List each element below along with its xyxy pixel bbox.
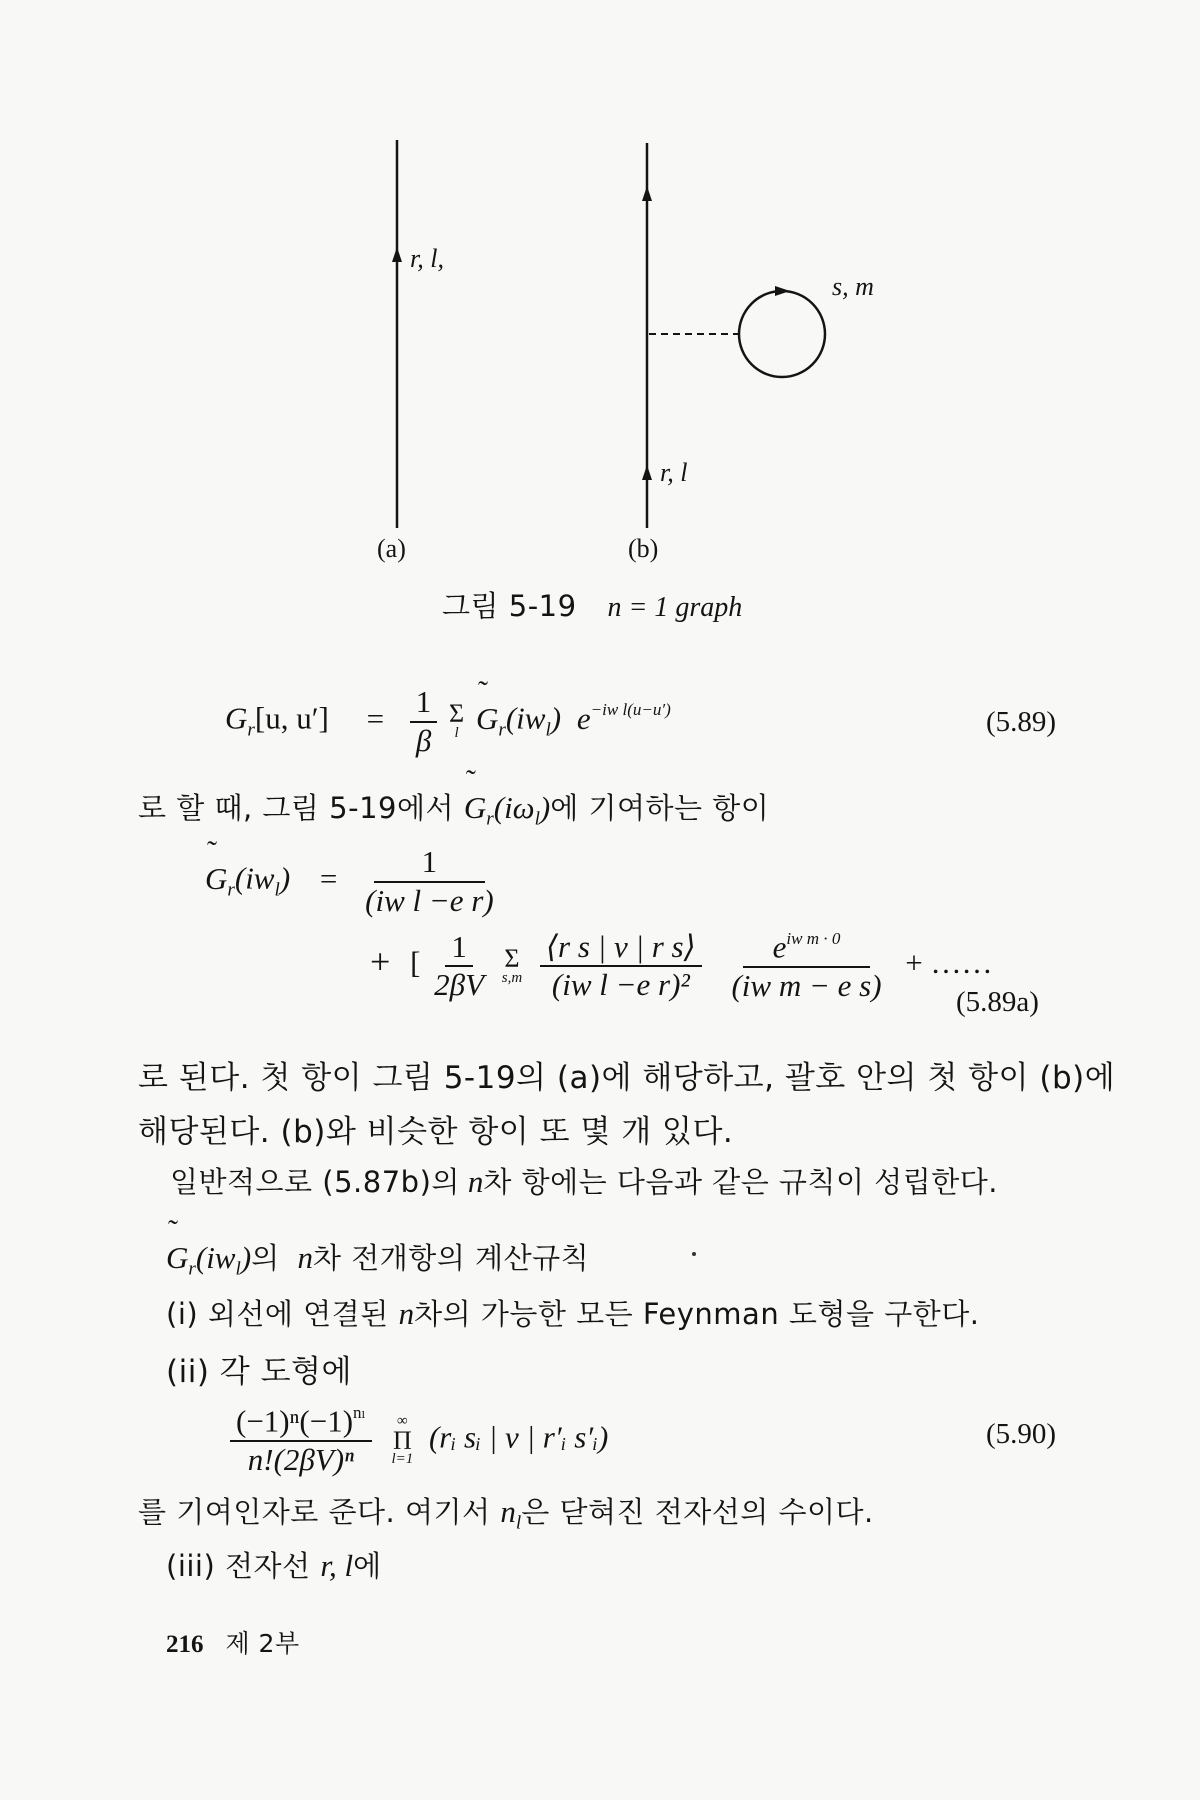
eq589-term-args-sub: l xyxy=(545,719,551,741)
eq589a-frac3-num: ⟨r s | v | r s⟩ xyxy=(540,931,702,968)
arrow-up-icon xyxy=(392,247,402,262)
rule1-post: 차의 가능한 모든 Feynman 도형을 구한다. xyxy=(414,1297,980,1331)
eq589a-equals: = xyxy=(319,860,338,896)
para2-l1-post: 은 닫혀진 전자선의 수이다. xyxy=(521,1495,874,1529)
eq589a-frac4-num xyxy=(743,930,871,968)
text1-g-arg: (iω xyxy=(493,790,535,825)
equation-5-89a-row2 xyxy=(370,930,993,1003)
eq590-num-text: (−1)ⁿ(−1) xyxy=(236,1403,354,1439)
eq589-term-sub: r xyxy=(498,719,506,741)
eq589-equals: = xyxy=(366,700,385,736)
eq590-fraction xyxy=(230,1404,372,1477)
eq590-num-sup: nₗ xyxy=(353,1403,366,1422)
para2-line2 xyxy=(166,1544,382,1585)
rules-title-arg: (iw xyxy=(195,1240,236,1275)
para2-l2-pre: (iii) 전자선 xyxy=(166,1549,311,1583)
eq589a-frac2 xyxy=(428,928,490,1003)
caption-math: n = 1 graph xyxy=(607,592,743,623)
eq590-product xyxy=(391,1414,413,1467)
feynman-diagram-figure xyxy=(0,0,1200,560)
rules-title-pre: 의 xyxy=(251,1241,280,1275)
rules-title-arg-sub: l xyxy=(235,1258,241,1280)
eq589a-bracket: [ xyxy=(410,945,421,981)
rule-1 xyxy=(166,1292,979,1333)
part-label: 제 2부 xyxy=(225,1629,300,1658)
eq589-lhs-sub: r xyxy=(247,719,255,741)
eq589a-frac3-den: (iw l −e r)² xyxy=(551,967,690,1003)
eq589a-lhs-close: ) xyxy=(279,860,291,896)
para1-line3-n: n xyxy=(467,1164,484,1199)
rules-title-n: n xyxy=(297,1240,314,1275)
sum-index: s,m xyxy=(501,969,523,986)
para1-line2: 해당된다. (b)와 비슷한 항이 또 몇 개 있다. xyxy=(138,1114,734,1150)
eq589-sum xyxy=(449,699,465,741)
eq-number-5-89a: (5.89a) xyxy=(956,986,1039,1018)
equation-5-89a-row1 xyxy=(205,846,500,917)
eq589a-tail: + …… xyxy=(905,945,993,981)
eq589a-frac4 xyxy=(725,930,887,1003)
rule1-n: n xyxy=(398,1296,415,1331)
eq589-lhs-args: [u, u′] xyxy=(254,700,329,736)
panel-b-label: (b) xyxy=(628,534,659,563)
sum-symbol: Σ xyxy=(504,944,520,974)
rules-title xyxy=(166,1236,589,1281)
stray-dot xyxy=(692,1252,696,1256)
panel-a-label: (a) xyxy=(377,534,406,563)
eq589-exp: e xyxy=(576,700,591,736)
eq589a-frac2-num: 1 xyxy=(445,931,473,968)
rules-title-close: ) xyxy=(240,1240,252,1275)
eq-number-5-89: (5.89) xyxy=(986,706,1057,738)
arrow-right-icon xyxy=(775,286,790,296)
sum-symbol: Σ xyxy=(449,699,465,729)
figure-caption xyxy=(442,584,742,625)
page-footer xyxy=(166,1624,300,1660)
eq589a-sum xyxy=(501,944,523,986)
eq589-frac-den: β xyxy=(415,722,432,758)
rule1-pre: (i) 외선에 연결된 xyxy=(166,1297,389,1331)
para1-line1: 로 된다. 첫 항이 그림 5-19의 (a)에 해당하고, 괄호 안의 첫 항이 (b)에 xyxy=(138,1060,1116,1096)
eq589a-plus: + xyxy=(370,941,391,982)
para2-l1-n: n xyxy=(500,1494,516,1529)
equation-5-90 xyxy=(230,1404,608,1477)
loop-label: s, m xyxy=(832,272,874,301)
para2-line1 xyxy=(138,1490,874,1535)
caption-prefix: 그림 5-19 xyxy=(442,589,577,623)
product-symbol: Π xyxy=(392,1425,412,1455)
line-b-label: r, l xyxy=(660,458,688,487)
arrow-up-icon xyxy=(642,465,652,480)
rules-title-g: ˜ G xyxy=(166,1240,188,1276)
line-a-label: r, l, xyxy=(410,244,444,273)
equation-5-89 xyxy=(225,686,671,757)
eq589a-frac4-sup: iw m · 0 xyxy=(786,929,841,948)
eq590-num xyxy=(230,1404,372,1442)
text1-g-sub: r xyxy=(486,808,494,830)
eq590-body: (rᵢ sᵢ | v | r′ᵢ s′ᵢ) xyxy=(428,1419,609,1455)
text1-before: 로 할 때, 그림 5-19에서 xyxy=(138,791,455,825)
eq589a-frac3 xyxy=(540,928,702,1003)
text1-g: ˜ G xyxy=(464,790,486,826)
eq589a-frac2-den: 2βV xyxy=(434,967,485,1003)
rule-2: (ii) 각 도형에 xyxy=(166,1354,352,1390)
eq589-fraction xyxy=(410,686,438,757)
eq589a-lhs-arg: (iw xyxy=(234,860,275,896)
rules-title-post: 차 전개항의 계산규칙 xyxy=(313,1241,590,1275)
eq589a-lhs-sub: r xyxy=(227,879,235,901)
para1-line3-post: 차 항에는 다음과 같은 규칙이 성립한다. xyxy=(483,1165,998,1199)
eq589a-frac4-e: e xyxy=(772,929,787,965)
para2-l2-post: 에 xyxy=(353,1549,382,1583)
eq589a-lhs-arg-sub: l xyxy=(274,879,280,901)
closed-electron-loop xyxy=(739,291,825,377)
eq589-exp-sup: −iw l(u−u′) xyxy=(590,700,671,720)
eq589a-frac1-den: (iw l −e r) xyxy=(365,882,494,918)
para1-line3 xyxy=(170,1160,998,1201)
product-top: ∞ xyxy=(396,1412,408,1429)
page-number: 216 xyxy=(166,1631,204,1658)
para2-l1-pre: 를 기여인자로 준다. 여기서 xyxy=(138,1495,491,1529)
eq589a-frac4-den: (iw m − e s) xyxy=(731,968,882,1004)
text1-after: 에 기여하는 항이 xyxy=(550,791,770,825)
eq589a-lhs: ˜ G xyxy=(205,861,227,897)
product-bottom: l=1 xyxy=(391,1451,414,1468)
arrow-up-icon xyxy=(642,186,652,201)
eq589-lhs: G xyxy=(225,700,248,736)
text1-g-close: ) xyxy=(539,790,551,825)
eq590-den: n!(2βV)ⁿ xyxy=(247,1442,354,1478)
eq589a-frac1-num: 1 xyxy=(374,846,486,883)
text-line-1 xyxy=(138,786,769,831)
eq589a-frac1 xyxy=(359,846,500,917)
sum-index: l xyxy=(454,724,459,741)
para1-line3-pre: 일반적으로 (5.87b)의 xyxy=(170,1165,460,1199)
rules-title-sub: r xyxy=(188,1258,196,1280)
eq-number-5-90: (5.90) xyxy=(986,1418,1057,1450)
text1-g-arg-sub: l xyxy=(534,808,540,830)
eq589-term: ˜ G xyxy=(476,701,498,737)
para2-l1-n-sub: l xyxy=(515,1512,522,1534)
para2-l2-math: r, l xyxy=(320,1548,354,1583)
eq589-frac-num: 1 xyxy=(410,686,438,723)
eq589-term-close: ) xyxy=(550,700,562,736)
eq589-term-args: (iw xyxy=(505,700,546,736)
